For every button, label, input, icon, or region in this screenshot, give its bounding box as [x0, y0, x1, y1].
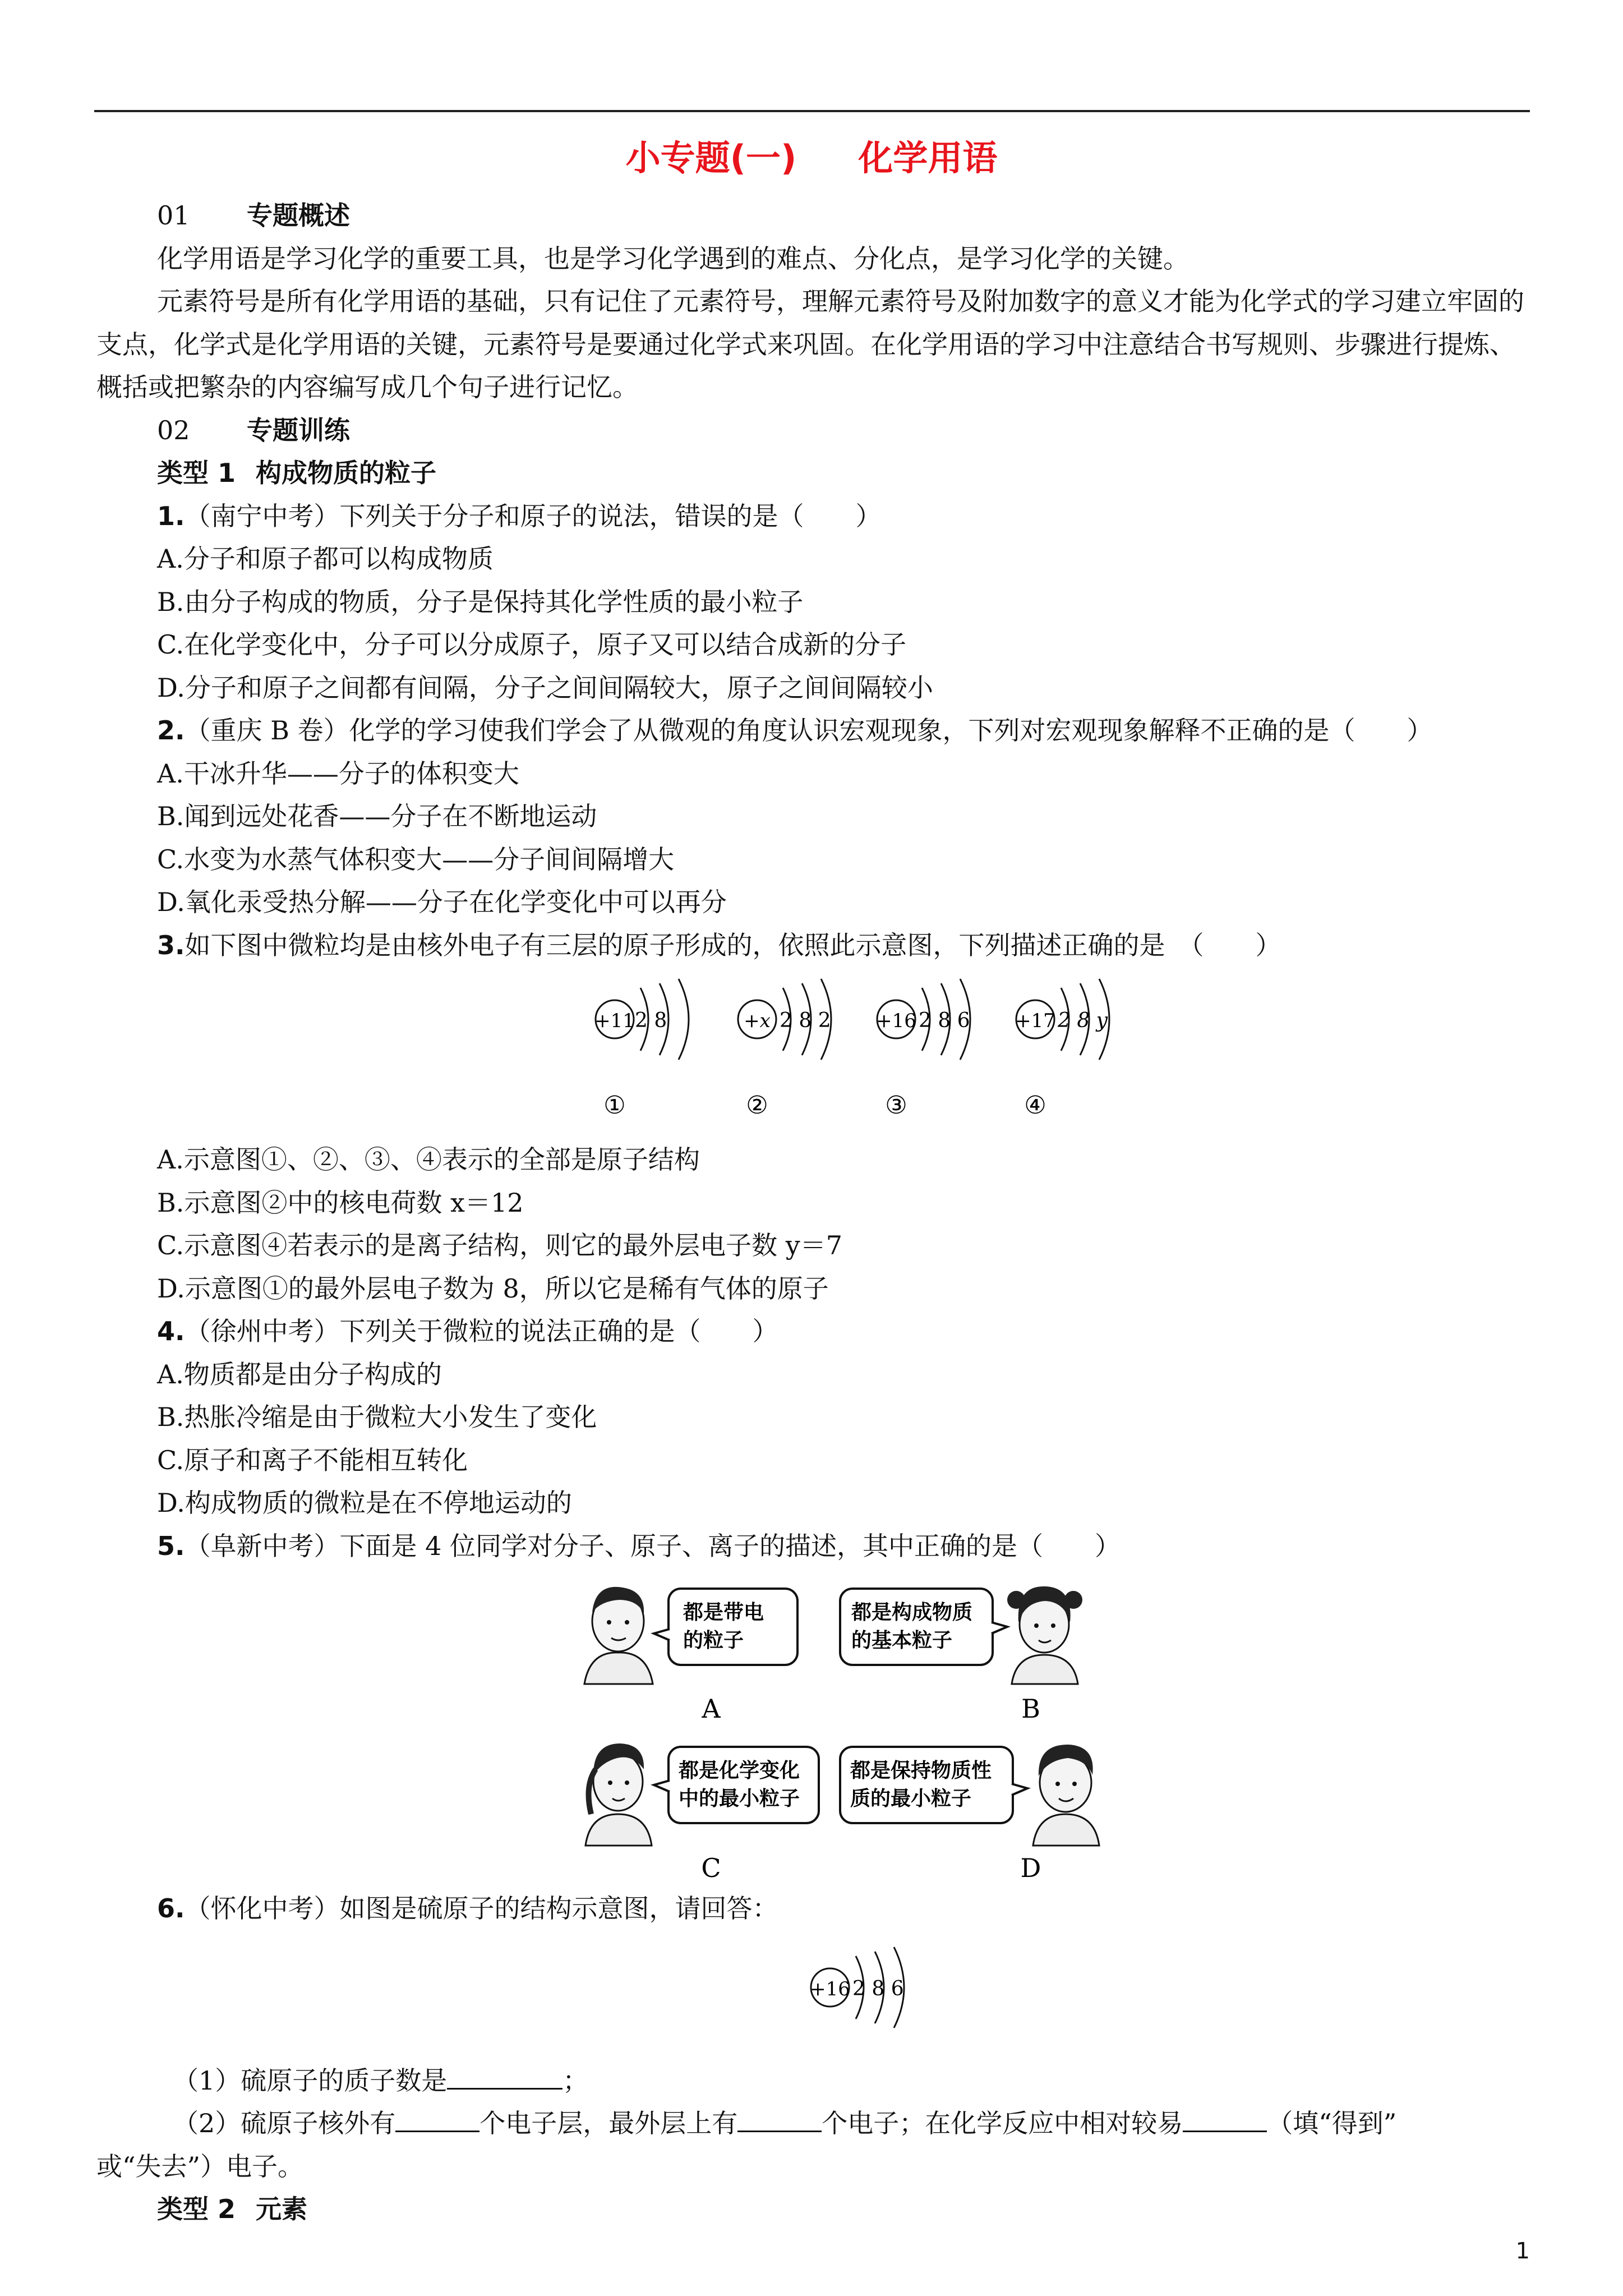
section-heading-overview: 01 专题概述	[157, 200, 350, 231]
atom-diagram-3	[876, 979, 970, 1120]
q4-option-a: A.物质都是由分子构成的	[157, 1359, 442, 1389]
diagram-label: ①	[603, 1091, 626, 1120]
q6-sub2-continued: 或“失去”）电子。	[96, 2151, 304, 2182]
question-2: 2.（重庆 B 卷）化学的学习使我们学会了从微观的角度认识宏观现象，下列对宏观现象解释不正确的是（ ）	[157, 715, 1433, 746]
speech-bubble-a	[654, 1589, 797, 1665]
sulfur-atom-figure	[96, 1930, 1532, 2059]
question-4: 4.（徐州中考）下列关于微粒的说法正确的是（ ）	[157, 1316, 778, 1346]
shell-electrons: 2 8 2	[780, 1009, 831, 1032]
nucleus-charge: +16	[810, 1977, 850, 2000]
svg-text:都是保持物质性: 都是保持物质性	[850, 1759, 992, 1782]
q3-option-c: C.示意图④若表示的是离子结构，则它的最外层电子数 y＝7	[157, 1230, 843, 1260]
q3-option-b: B.示意图②中的核电荷数 x＝12	[157, 1187, 524, 1218]
speaker-b	[840, 1586, 1082, 1724]
shell-electrons: 2 8	[635, 1009, 667, 1032]
nucleus-charge: +16	[876, 1010, 916, 1032]
speaker-label: A	[702, 1694, 721, 1724]
q2-option-c: C.水变为水蒸气体积变大——分子间间隔增大	[157, 844, 675, 875]
intro-paragraph-1: 化学用语是学习化学的重要工具，也是学习化学遇到的难点、分化点，是学习化学的关键。	[157, 243, 1189, 274]
nucleus-charge: +11	[594, 1010, 635, 1032]
q3-option-a: A.示意图①、②、③、④表示的全部是原子结构	[157, 1144, 700, 1175]
svg-text:都是带电: 都是带电	[683, 1601, 764, 1624]
q1-option-a: A.分子和原子都可以构成物质	[157, 544, 494, 574]
girl-face-icon	[1007, 1586, 1082, 1684]
atom-diagram-2	[738, 979, 831, 1120]
sulfur-atom-diagram	[96, 1930, 1532, 2059]
diagram-label: ④	[1024, 1091, 1046, 1120]
answer-blank[interactable]	[737, 2108, 822, 2132]
atom-diagrams-row	[96, 967, 1532, 1138]
speaker-label: D	[1020, 1853, 1041, 1883]
speaker-d	[840, 1745, 1099, 1883]
q1-option-b: B.由分子构成的物质，分子是保持其化学性质的最小粒子	[157, 586, 804, 617]
diagram-label: ③	[885, 1091, 907, 1120]
title-right: 化学用语	[858, 137, 998, 178]
answer-blank[interactable]	[447, 2065, 562, 2090]
svg-text:都是化学变化: 都是化学变化	[679, 1759, 800, 1782]
page-title	[0, 130, 1623, 180]
q2-option-b: B.闻到远处花香——分子在不断地运动	[157, 801, 597, 831]
q1-option-d: D.分子和原子之间都有间隔，分子之间间隔较大，原子之间间隔较小	[157, 672, 933, 703]
atom-diagrams	[96, 967, 1532, 1138]
shell-electrons: 2 8 y	[1058, 1009, 1108, 1032]
title-left: 小专题(一)	[625, 137, 797, 178]
boy-face-icon	[1033, 1745, 1099, 1846]
answer-blank[interactable]	[1183, 2108, 1267, 2132]
svg-text:的基本粒子: 的基本粒子	[851, 1629, 953, 1652]
speaker-label: C	[701, 1853, 721, 1883]
question-3: 3.如下图中微粒均是由核外电子有三层的原子形成的，依照此示意图，下列描述正确的是 （ ）	[157, 930, 1281, 960]
document-body	[96, 194, 1532, 2231]
q2-option-d: D.氧化汞受热分解——分子在化学变化中可以再分	[157, 887, 727, 917]
speech-bubble-b	[840, 1589, 1007, 1665]
nucleus-charge: +17	[1015, 1010, 1055, 1032]
q6-sub1: （1）硫原子的质子数是 ；	[173, 2065, 589, 2096]
q6-sub2: （2）硫原子核外有 个电子层，最外层上有 个电子；在化学反应中相对较易 （填“得到”	[173, 2108, 1397, 2138]
intro-paragraph-2: 元素符号是所有化学用语的基础，只有记住了元素符号，理解元素符号及附加数字的意义才能为化学式的学习建立牢固的支点，化学式是化学用语的关键，元素符号是要通过化学式来巩固。在化学用语的学习中注意结合书写规则、步骤进行提炼、概括或把繁杂的内容编写成几个句子进行记忆。	[96, 286, 1524, 402]
svg-text:的粒子: 的粒子	[683, 1629, 744, 1652]
shell-arc	[679, 979, 689, 1060]
header-rule	[94, 110, 1530, 112]
q4-option-d: D.构成物质的微粒是在不停地运动的	[157, 1488, 572, 1518]
atom-diagram-4	[1015, 979, 1109, 1120]
speech-bubble-d	[840, 1747, 1027, 1823]
girl-face-icon	[585, 1743, 652, 1846]
type-heading-2: 类型 2 元素	[157, 2194, 308, 2224]
q4-option-c: C.原子和离子不能相互转化	[157, 1444, 468, 1475]
shell-electrons: 2 8 6	[852, 1977, 904, 2000]
speaker-c	[585, 1743, 819, 1883]
nucleus-charge: +x	[744, 1010, 771, 1032]
type-heading-1: 类型 1 构成物质的粒子	[157, 458, 437, 488]
section-heading-training: 02 专题训练	[157, 415, 350, 445]
boy-face-icon	[584, 1587, 653, 1684]
atom-diagram-1	[594, 979, 689, 1120]
q3-option-d: D.示意图①的最外层电子数为 8，所以它是稀有气体的原子	[157, 1273, 829, 1304]
answer-blank[interactable]	[395, 2108, 479, 2132]
shell-electrons: 2 8 6	[919, 1009, 970, 1032]
speaker-a	[584, 1587, 797, 1724]
q1-option-c: C.在化学变化中，分子可以分成原子，原子又可以结合成新的分子	[157, 629, 907, 660]
question-1: 1.（南宁中考）下列关于分子和原子的说法，错误的是（ ）	[157, 500, 882, 531]
speaker-illustrations	[96, 1567, 1532, 1887]
question-5: 5.（阜新中考）下面是 4 位同学对分子、原子、离子的描述，其中正确的是（ ）	[157, 1530, 1121, 1561]
speech-bubble-c	[654, 1747, 819, 1823]
diagram-label: ②	[746, 1091, 768, 1120]
svg-text:都是构成物质: 都是构成物质	[851, 1601, 973, 1624]
q2-option-a: A.干冰升华——分子的体积变大	[157, 758, 519, 789]
question-6: 6.（怀化中考）如图是硫原子的结构示意图，请回答：	[157, 1893, 778, 1924]
speakers-figure	[96, 1567, 1532, 1887]
speaker-label: B	[1021, 1694, 1040, 1724]
q4-option-b: B.热胀冷缩是由于微粒大小发生了变化	[157, 1402, 597, 1432]
page-number: 1	[1515, 2238, 1530, 2264]
svg-text:中的最小粒子: 中的最小粒子	[679, 1787, 800, 1810]
svg-text:质的最小粒子: 质的最小粒子	[850, 1787, 972, 1810]
